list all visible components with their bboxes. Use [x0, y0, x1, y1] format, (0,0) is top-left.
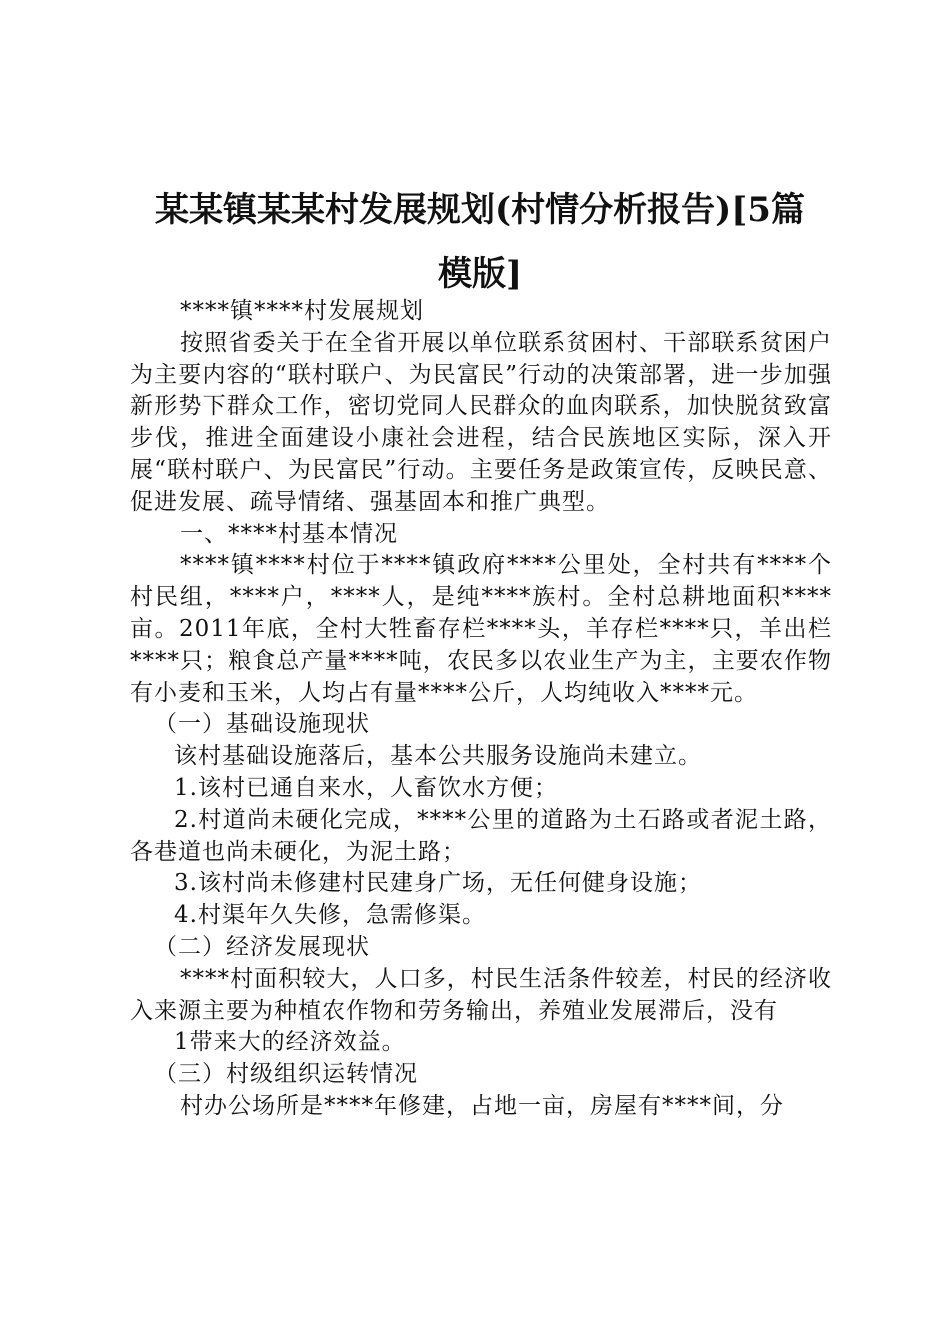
list-item-1: 1.该村已通自来水，人畜饮水方便； [174, 774, 558, 801]
economy-continuation: 1带来大的经济效益。 [174, 1029, 406, 1056]
list-item-2: 2.村道尚未硬化完成，****公里的道路为土石路或者泥土路，各巷道也尚未硬化，为泥土路； [130, 806, 832, 865]
list-item-4: 4.村渠年久失修，急需修渠。 [174, 902, 486, 929]
basic-info-paragraph: ****镇****村位于****镇政府****公里处，全村共有****个村民组，****户，****人，是纯****族村。全村总耕地面积****亩。2011年底，全村大牲畜存栏****头，羊存栏****只，羊出栏****只；粮食总产量****吨，农民多以农业生产为主，主要农作物有小麦和玉米，人均占有量****公斤，人均纯收入****元。 [130, 552, 832, 706]
title-line-2: 模版] [437, 254, 523, 294]
document-body [130, 296, 832, 1123]
section-subtitle: ****镇****村发展规划 [180, 298, 424, 324]
section-heading-1: 一、****村基本情况 [180, 520, 398, 547]
document-title [130, 178, 830, 306]
subsection-heading-3: （三）村级组织运转情况 [154, 1061, 418, 1088]
title-line-1: 某某镇某某村发展规划(村情分析报告)[5篇 [155, 190, 805, 230]
intro-paragraph: 按照省委关于在全省开展以单位联系贫困村、干部联系贫困户为主要内容的“联村联户、为民富民”行动的决策部署，进一步加强新形势下群众工作，密切党同人民群众的血肉联系，加快脱贫致富步伐，推进全面建设小康社会进程，结合民族地区实际，深入开展“联村联户、为民富民”行动。主要任务是政策宣传，反映民意、促进发展、疏导情绪、强基固本和推广典型。 [130, 329, 832, 515]
infrastructure-paragraph: 该村基础设施落后，基本公共服务设施尚未建立。 [174, 743, 702, 770]
list-item-3: 3.该村尚未修建村民建身广场，无任何健身设施； [174, 870, 702, 897]
organization-paragraph: 村办公场所是****年修建，占地一亩，房屋有****间，分 [180, 1092, 784, 1119]
subsection-heading-1: （一）基础设施现状 [154, 711, 370, 738]
economy-paragraph: ****村面积较大，人口多，村民生活条件较差，村民的经济收入来源主要为种植农作物和劳务输出，养殖业发展滞后，没有 [130, 965, 832, 1024]
subsection-heading-2: （二）经济发展现状 [154, 933, 370, 960]
